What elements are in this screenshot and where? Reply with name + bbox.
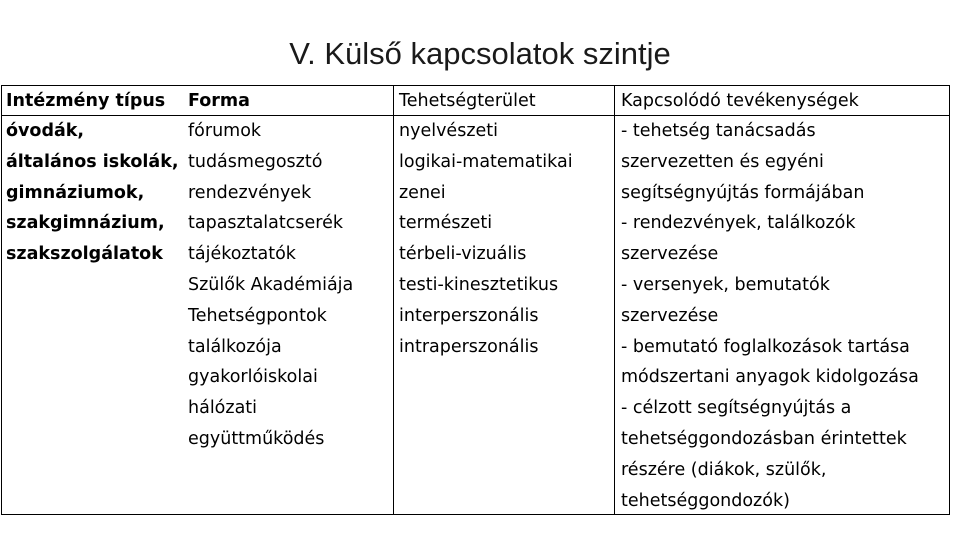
list-item: - rendezvények, találkozók	[621, 213, 856, 234]
column-tehetsegterulet	[399, 116, 573, 362]
list-item: intraperszonális	[399, 336, 539, 357]
list-item: logikai-matematikai	[399, 151, 573, 172]
header-intezmeny-tipus: Intézmény típus	[6, 91, 166, 111]
list-item: tehetséggondozók)	[621, 490, 790, 511]
list-item: hálózati	[188, 398, 258, 419]
column-kapcsolodo-tevekenysegek	[621, 116, 919, 516]
list-item: módszertani anyagok kidolgozása	[621, 367, 919, 388]
list-item: segítségnyújtás formájában	[621, 182, 865, 203]
list-item: óvodák,	[6, 121, 85, 141]
column-divider	[393, 86, 394, 514]
list-item: szakgimnázium,	[6, 213, 165, 234]
list-item: természeti	[399, 213, 493, 234]
list-item: szakszolgálatok	[6, 244, 163, 265]
list-item: tájékoztatók	[188, 244, 296, 265]
list-item: szervezése	[621, 244, 719, 265]
list-item: szervezetten és egyéni	[621, 151, 824, 172]
list-item: zenei	[399, 182, 446, 203]
list-item: gyakorlóiskolai	[188, 367, 318, 388]
list-item: fórumok	[188, 121, 262, 141]
list-item: testi-kinesztetikus	[399, 274, 559, 295]
list-item: - célzott segítségnyújtás a	[621, 398, 852, 419]
list-item: általános iskolák,	[6, 151, 179, 172]
list-item: találkozója	[188, 336, 282, 357]
list-item: nyelvészeti	[399, 121, 498, 141]
list-item: szervezése	[621, 305, 719, 326]
list-item: részére (diákok, szülők,	[621, 459, 827, 480]
list-item: tapasztalatcserék	[188, 213, 343, 234]
list-item: interperszonális	[399, 305, 539, 326]
list-item: - versenyek, bemutatók	[621, 274, 830, 295]
header-kapcsolodo-tevekenysegek: Kapcsolódó tevékenységek	[621, 91, 859, 111]
list-item: együttműködés	[188, 428, 325, 449]
list-item: - bemutató foglalkozások tartása	[621, 336, 910, 357]
list-item: térbeli-vizuális	[399, 244, 527, 265]
slide-title: V. Külső kapcsolatok szintje	[289, 36, 671, 71]
column-forma	[188, 116, 353, 455]
header-tehetsegterulet: Tehetségterület	[399, 91, 536, 111]
column-divider	[614, 86, 615, 514]
header-forma: Forma	[188, 91, 250, 111]
list-item: Szülők Akadémiája	[188, 274, 354, 295]
column-intezmeny-tipus	[6, 116, 178, 270]
list-item: rendezvények	[188, 182, 312, 203]
list-item: - tehetség tanácsadás	[621, 121, 816, 141]
content-table	[1, 85, 950, 515]
list-item: tudásmegosztó	[188, 151, 323, 172]
list-item: tehetséggondozásban érintettek	[621, 428, 907, 449]
list-item: gimnáziumok,	[6, 182, 145, 203]
list-item: Tehetségpontok	[188, 305, 327, 326]
